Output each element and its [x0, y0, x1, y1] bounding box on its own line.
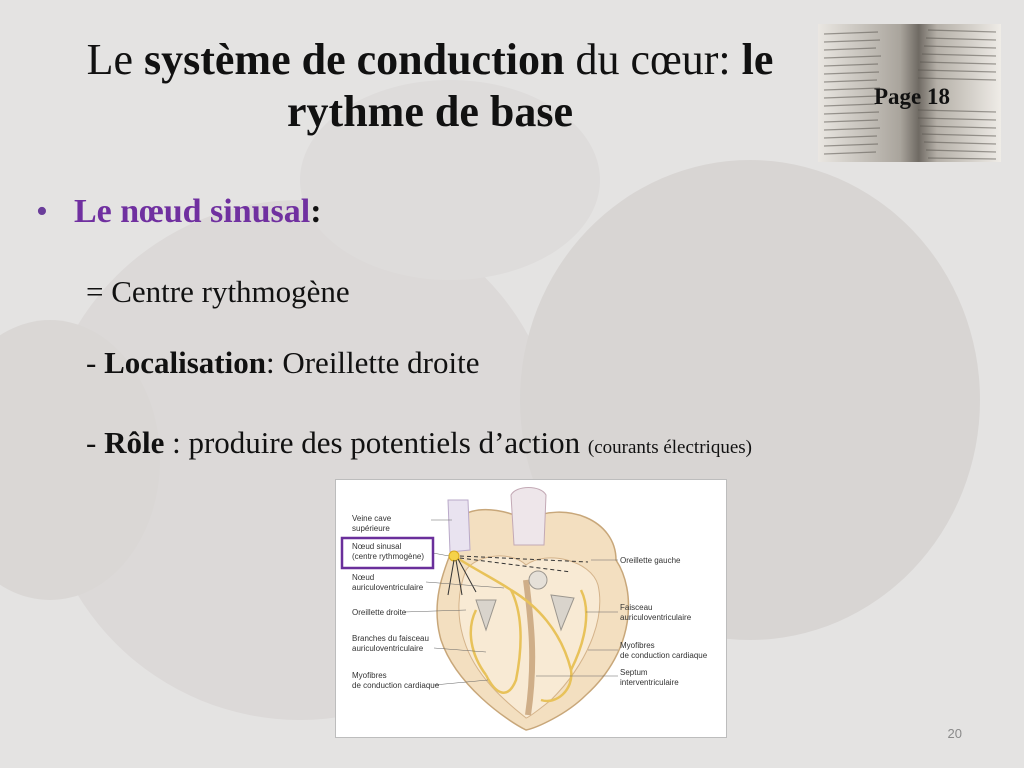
label-myofibres-left-1: Myofibres	[352, 671, 387, 680]
aorta	[511, 488, 546, 546]
slide-number: 20	[947, 726, 962, 741]
definition-text: Centre rythmogène	[111, 274, 350, 309]
slide-title	[60, 34, 800, 138]
heart-conduction-diagram	[335, 479, 727, 738]
title-part-2: système de conduction	[144, 35, 565, 84]
definition-line	[86, 274, 350, 310]
vena-cava	[448, 500, 470, 552]
bullet-heading: Le nœud sinusal	[74, 193, 311, 230]
title-part-4: le rythme de base	[287, 35, 774, 136]
localisation-prefix: -	[86, 345, 105, 380]
label-av-bundle-2: auriculoventriculaire	[620, 613, 692, 622]
label-left-atrium: Oreillette gauche	[620, 556, 681, 565]
title-part-3: du cœur:	[564, 35, 742, 84]
bullet-dot-icon: •	[36, 193, 48, 230]
role-text: : produire des potentiels d’action	[164, 425, 588, 460]
label-av-node-2: auriculoventriculaire	[352, 583, 424, 592]
label-right-atrium: Oreillette droite	[352, 608, 407, 617]
sinus-node-marker	[449, 551, 459, 561]
role-prefix: -	[86, 425, 105, 460]
page-reference: Page 18	[874, 84, 951, 109]
label-vena-cava-2: supérieure	[352, 524, 390, 533]
label-sinus-node-1: Nœud sinusal	[352, 542, 402, 551]
label-septum-1: Septum	[620, 668, 648, 677]
localisation-text: : Oreillette droite	[265, 345, 480, 380]
label-av-node-1: Nœud	[352, 573, 375, 582]
role-line	[86, 425, 752, 461]
label-bundle-branches-2: auriculoventriculaire	[352, 644, 424, 653]
label-vena-cava-1: Veine cave	[352, 514, 392, 523]
role-note: (courants électriques)	[587, 437, 752, 458]
label-sinus-node-2: (centre rythmogène)	[352, 552, 425, 561]
title-part-1: Le	[86, 35, 144, 84]
bullet-sinus-node	[36, 193, 322, 231]
localisation-line	[86, 345, 479, 381]
localisation-label: Localisation	[104, 345, 266, 380]
label-septum-2: interventriculaire	[620, 678, 679, 687]
definition-prefix: =	[86, 274, 112, 309]
label-myofibres-right-2: de conduction cardiaque	[620, 651, 708, 660]
label-myofibres-right-1: Myofibres	[620, 641, 655, 650]
role-label: Rôle	[104, 425, 165, 460]
label-bundle-branches-1: Branches du faisceau	[352, 634, 429, 643]
label-av-bundle-1: Faisceau	[620, 603, 653, 612]
label-myofibres-left-2: de conduction cardiaque	[352, 681, 440, 690]
bullet-colon: :	[310, 193, 322, 230]
